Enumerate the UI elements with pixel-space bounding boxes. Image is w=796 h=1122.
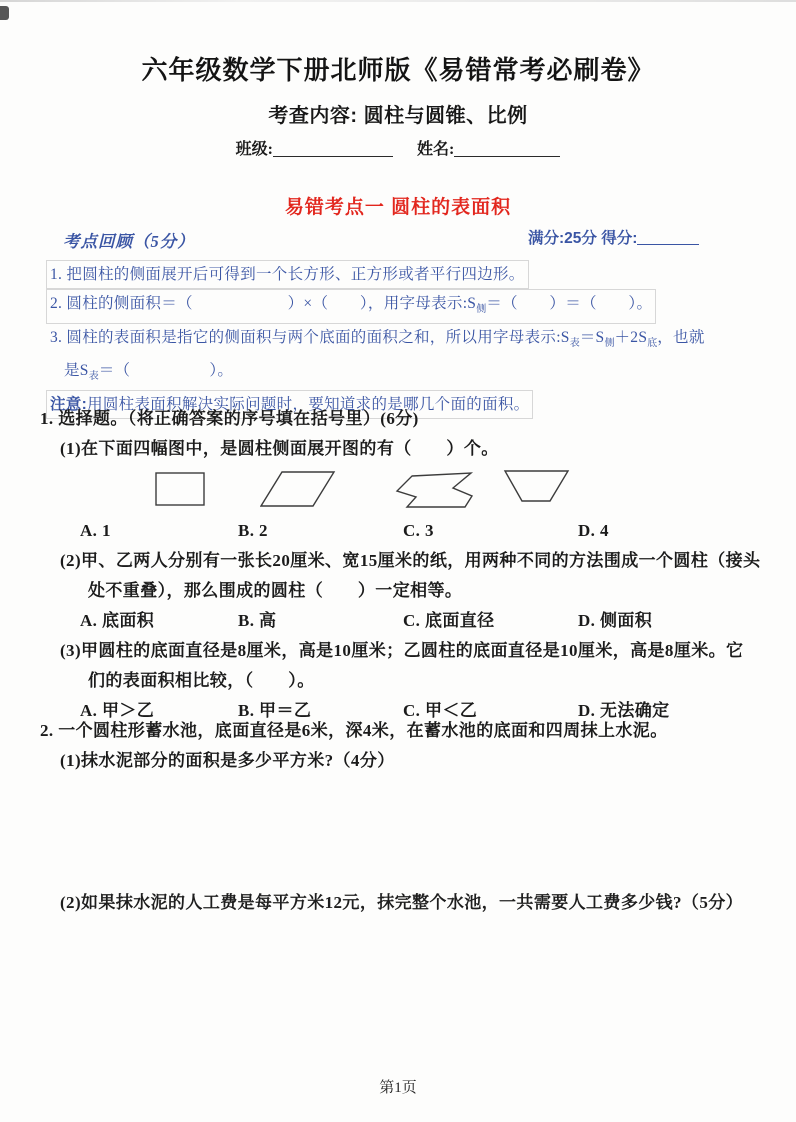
- question-1-part1-options: [40, 516, 756, 546]
- question-1-part1: (1)在下面四幅图中，是圆柱侧面展开图的有（ ）个。: [60, 439, 499, 458]
- review-line-1: 1. 把圆柱的侧面展开后可得到一个长方形、正方形或者平行四边形。: [50, 260, 756, 289]
- review-header-row: [0, 226, 796, 250]
- formula-subscript: 底: [647, 338, 658, 349]
- score-info: [528, 226, 699, 248]
- name-blank-line: [454, 139, 560, 157]
- ribbon-shape: [388, 468, 478, 513]
- question-number: 1.: [40, 409, 54, 428]
- review-line-3: 3. 圆柱的表面积是指它的侧面积与两个底面的面积之和，所以用字母表示$:S_表=S_侧+2S_底$，也就: [50, 329, 705, 349]
- review-line-3b: 是$S_表=$（ ）。: [64, 362, 234, 382]
- question-1-part2-line1: (2)甲、乙两人分别有一张长20厘米、宽15厘米的纸，用两种不同的方法围成一个圆柱（接头: [60, 551, 761, 570]
- name-field-label: 姓名:: [417, 141, 455, 158]
- review-title: 考点回顾（5分）: [63, 232, 195, 251]
- review-list: [50, 260, 756, 419]
- question-2: [40, 716, 756, 776]
- doc-title: 六年级数学下册北师版《易错常考必刷卷》: [141, 56, 655, 85]
- full-score-label: 满分:25分: [528, 230, 597, 247]
- option-a: A. 底面积: [80, 611, 155, 630]
- name-field: [417, 136, 560, 159]
- doc-subtitle: 考查内容: 圆柱与圆锥、比例: [268, 105, 528, 127]
- option-c: C. 甲＜乙: [403, 701, 478, 720]
- note-text: 用圆柱表面积解决实际问题时，要知道求的是哪几个面的面积。: [87, 396, 530, 413]
- option-b: B. 2: [238, 521, 268, 540]
- option-c: C. 底面直径: [403, 611, 495, 630]
- question-1-part3-line1: (3)甲圆柱的底面直径是8厘米，高是10厘米；乙圆柱的底面直径是10厘米，高是8厘米。它: [60, 641, 744, 660]
- question-2-part1: (1)抹水泥部分的面积是多少平方米?（4分）: [60, 751, 395, 770]
- option-d: D. 4: [578, 521, 609, 540]
- option-b: B. 甲＝乙: [238, 701, 312, 720]
- question-1-part3-line2: 们的表面积相比较，（ ）。: [88, 671, 315, 690]
- question-1-part2-options: [40, 606, 756, 636]
- score-blank-line: [637, 229, 699, 245]
- review-line-2: 2. 圆柱的侧面积＝（ ）×（ ），用字母表示$:S_侧=$（ ）＝（ ）。: [50, 289, 756, 324]
- class-name-line: [0, 136, 796, 159]
- scan-edge-artifact: [0, 0, 796, 2]
- formula-subscript: 表: [88, 371, 99, 382]
- rectangle-shape: [152, 468, 210, 510]
- class-field-label: 班级:: [235, 141, 273, 158]
- question-number: 2.: [40, 721, 54, 740]
- option-d: D. 侧面积: [578, 611, 653, 630]
- question-1-stem: 1. 选择题。（将正确答案的序号填在括号里）(6分): [40, 409, 419, 428]
- formula-subscript: 侧: [476, 304, 487, 315]
- trapezoid-shape: [502, 468, 572, 506]
- shape-figures-row: [40, 464, 756, 516]
- formula-subscript: 侧: [604, 338, 615, 349]
- section-heading: 易错考点一 圆柱的表面积: [284, 197, 512, 218]
- option-d: D. 无法确定: [578, 701, 670, 720]
- score-label: 得分:: [601, 230, 638, 247]
- option-c: C. 3: [403, 521, 434, 540]
- question-2-stem: 2. 一个圆柱形蓄水池，底面直径是6米，深4米，在蓄水池的底面和四周抹上水泥。: [40, 721, 668, 740]
- option-a: A. 1: [80, 521, 111, 540]
- option-a: A. 甲＞乙: [80, 701, 155, 720]
- class-blank-line: [273, 139, 393, 157]
- page-footer: 第1页: [379, 1080, 417, 1096]
- note-label: 注意:: [50, 396, 88, 413]
- parallelogram-shape: [260, 468, 342, 510]
- option-b: B. 高: [238, 611, 277, 630]
- class-field: [236, 136, 393, 159]
- formula-subscript: 表: [569, 338, 580, 349]
- question-2-part2: (2)如果抹水泥的人工费是每平方米12元，抹完整个水池，一共需要人工费多少钱?（5分）: [60, 893, 744, 912]
- scan-corner-artifact: [0, 6, 9, 20]
- question-1-part2-line2: 处不重叠），那么围成的圆柱（ ）一定相等。: [88, 581, 463, 600]
- question-1: [40, 404, 761, 726]
